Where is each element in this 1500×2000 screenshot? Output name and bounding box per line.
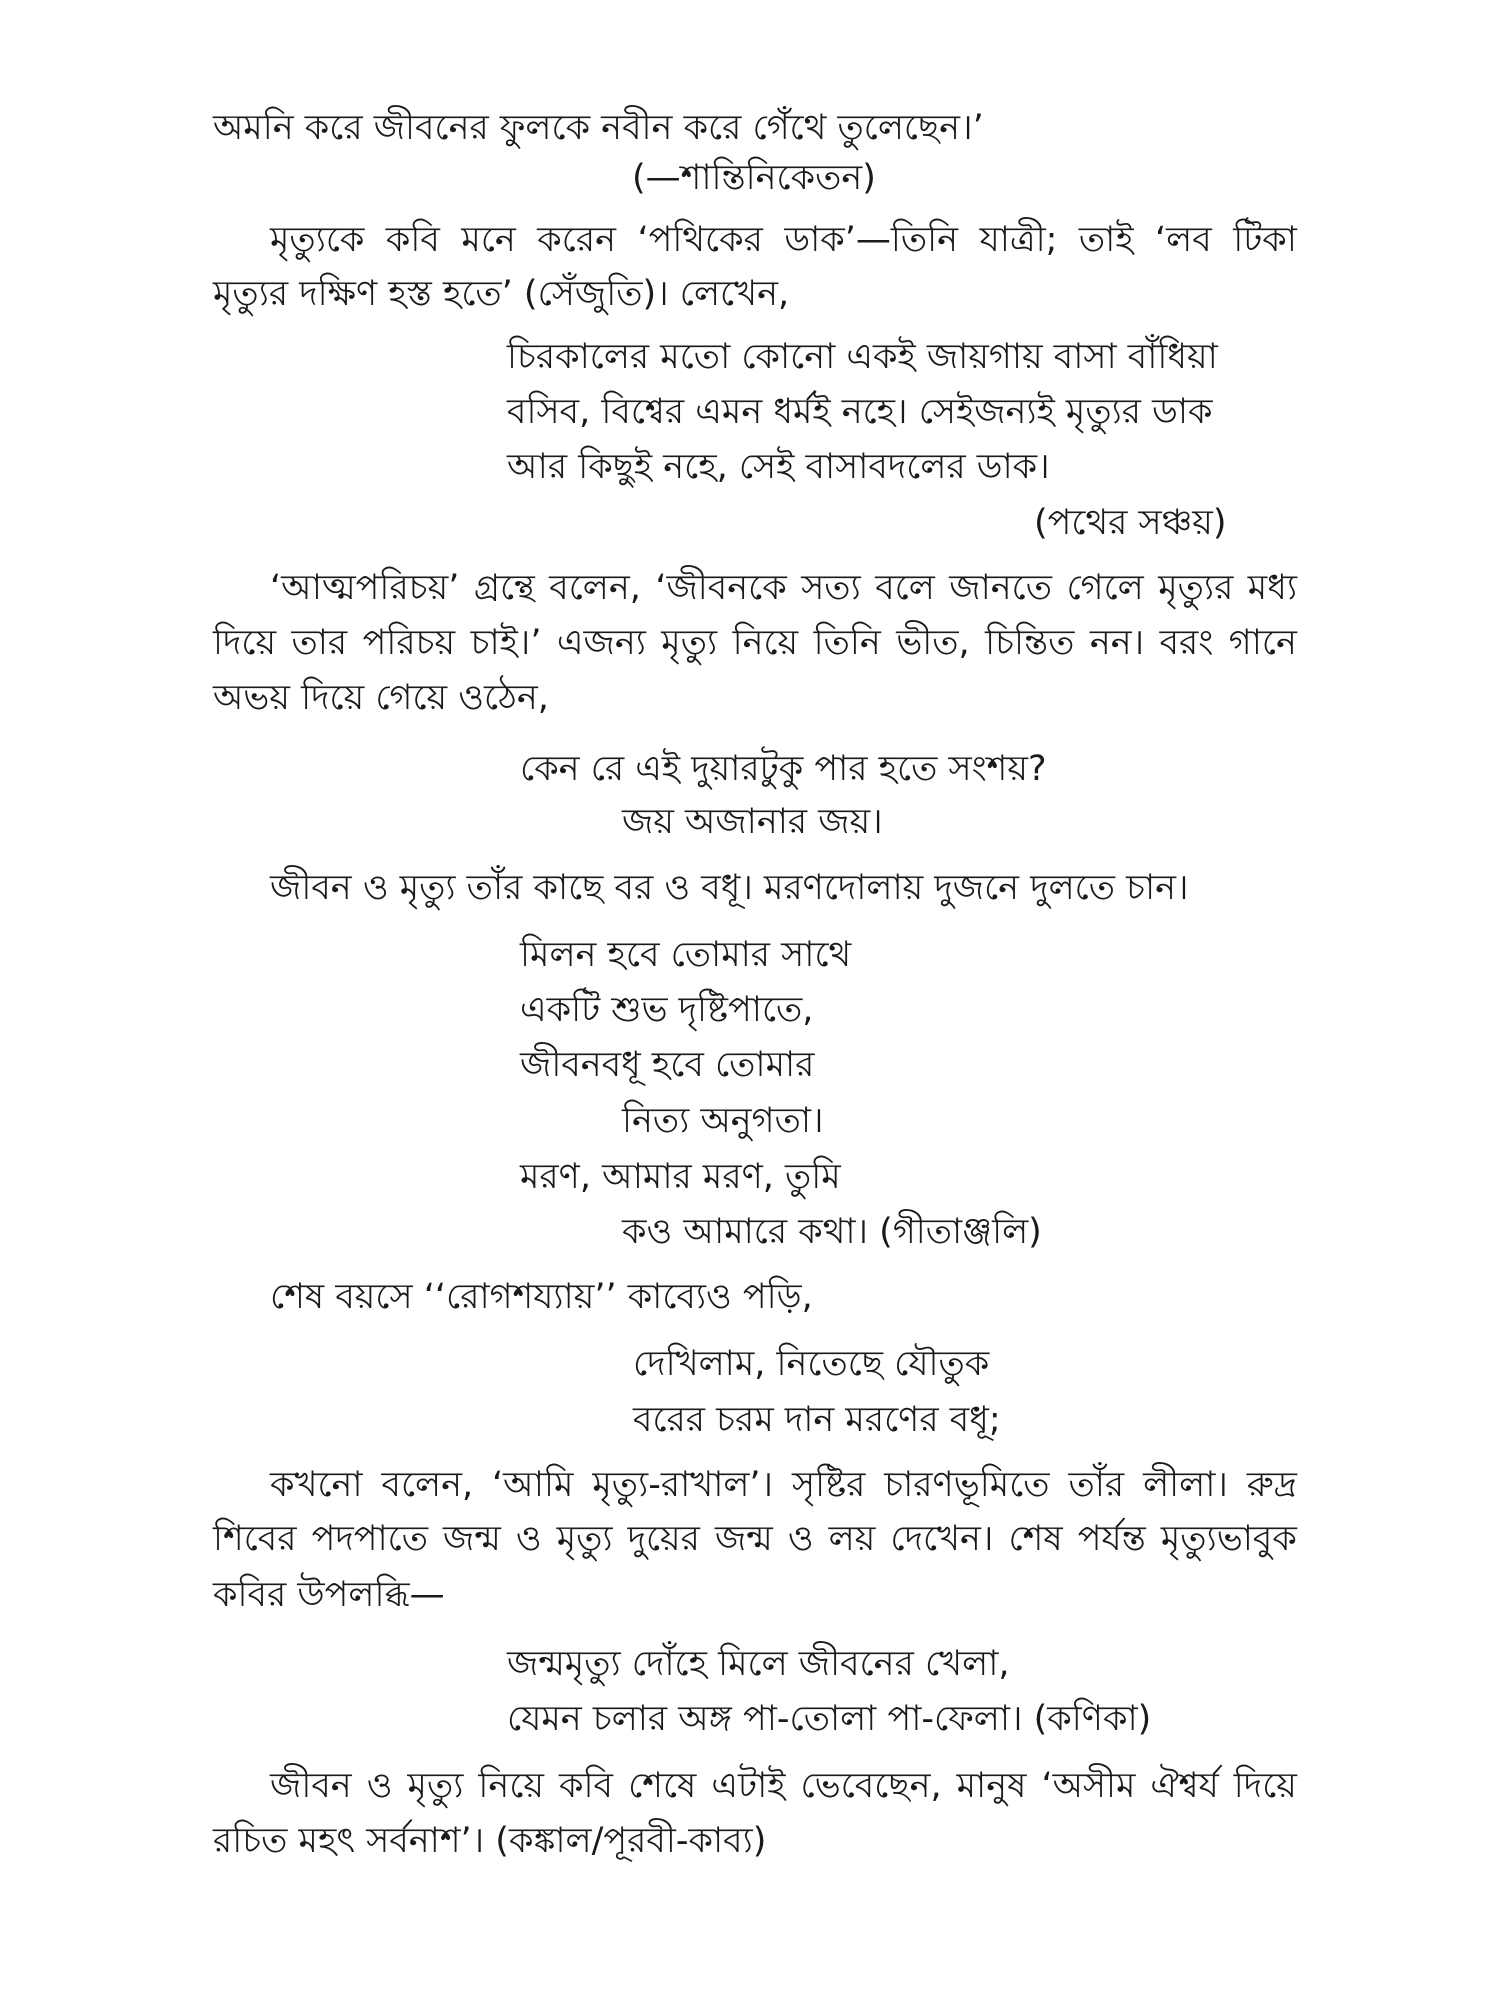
text-line: মৃত্যুকে কবি মনে করেন ‘পথিকের ডাক’—তিনি যাত্রী; তাই ‘লব টিকা — [270, 220, 1297, 260]
text-line: মৃত্যুর দক্ষিণ হস্ত হতে’ (সেঁজুতি)। লেখেন, — [213, 274, 790, 314]
verse-line: জন্মমৃত্যু দোঁহে মিলে জীবনের খেলা, — [507, 1644, 1010, 1684]
text-line: কখনো বলেন, ‘আমি মৃত্যু-রাখাল’। সৃষ্টির চারণভূমিতে তাঁর লীলা। রুদ্র — [270, 1465, 1297, 1505]
verse-line: কও আমারে কথা। (গীতাঞ্জলি) — [622, 1212, 1042, 1252]
source-citation: (পথের সঞ্চয়) — [1034, 503, 1227, 543]
verse-line: বরের চরম দান মরণের বধূ; — [633, 1400, 1001, 1440]
verse-line: জয় অজানার জয়। — [622, 802, 883, 842]
text-line: দিয়ে তার পরিচয় চাই।’ এজন্য মৃত্যু নিয়ে তিনি ভীত, চিন্তিত নন। বরং গানে — [213, 623, 1297, 663]
quote-line: আর কিছুই নহে, সেই বাসাবদলের ডাক। — [507, 447, 1050, 487]
verse-line: নিত্য অনুগতা। — [622, 1101, 824, 1141]
text-line: ‘আত্মপরিচয়’ গ্রন্থে বলেন, ‘জীবনকে সত্য বলে জানতে গেলে মৃত্যুর মধ্য — [270, 568, 1297, 608]
verse-line: দেখিলাম, নিতেছে যৌতুক — [633, 1344, 990, 1384]
text-line: কবির উপলব্ধি— — [213, 1575, 445, 1615]
text-line: অমনি করে জীবনের ফুলকে নবীন করে গেঁথে তুলেছেন।’ — [213, 108, 984, 148]
text-line: রচিত মহৎ সর্বনাশ’। (কঙ্কাল/পূরবী-কাব্য) — [213, 1821, 767, 1861]
verse-line: জীবনবধূ হবে তোমার — [520, 1045, 815, 1085]
quote-line: চিরকালের মতো কোনো একই জায়গায় বাসা বাঁধিয়া — [507, 337, 1218, 377]
quote-line: বসিব, বিশ্বের এমন ধর্মই নহে। সেইজন্যই মৃত্যুর ডাক — [507, 392, 1213, 432]
text-line: জীবন ও মৃত্যু নিয়ে কবি শেষে এটাই ভেবেছেন, মানুষ ‘অসীম ঐশ্বর্য দিয়ে — [270, 1766, 1297, 1806]
text-line: শেষ বয়সে ‘‘রোগশয্যায়’’ কাব্যেও পড়ি, — [270, 1277, 813, 1317]
verse-line: মিলন হবে তোমার সাথে — [520, 935, 852, 975]
verse-line: কেন রে এই দুয়ারটুকু পার হতে সংশয়? — [520, 749, 1047, 789]
verse-line: যেমন চলার অঙ্গ পা-তোলা পা-ফেলা। (কণিকা) — [507, 1699, 1152, 1739]
verse-line: একটি শুভ দৃষ্টিপাতে, — [520, 990, 814, 1030]
text-line: অভয় দিয়ে গেয়ে ওঠেন, — [213, 678, 549, 718]
text-line: জীবন ও মৃত্যু তাঁর কাছে বর ও বধূ। মরণদোলায় দুজনে দুলতে চান। — [270, 868, 1189, 908]
text-line: শিবের পদপাতে জন্ম ও মৃত্যু দুয়ের জন্ম ও লয় দেখেন। শেষ পর্যন্ত মৃত্যুভাবুক — [213, 1519, 1297, 1559]
source-citation: (—শান্তিনিকেতন) — [632, 158, 876, 198]
verse-line: মরণ, আমার মরণ, তুমি — [520, 1157, 841, 1197]
